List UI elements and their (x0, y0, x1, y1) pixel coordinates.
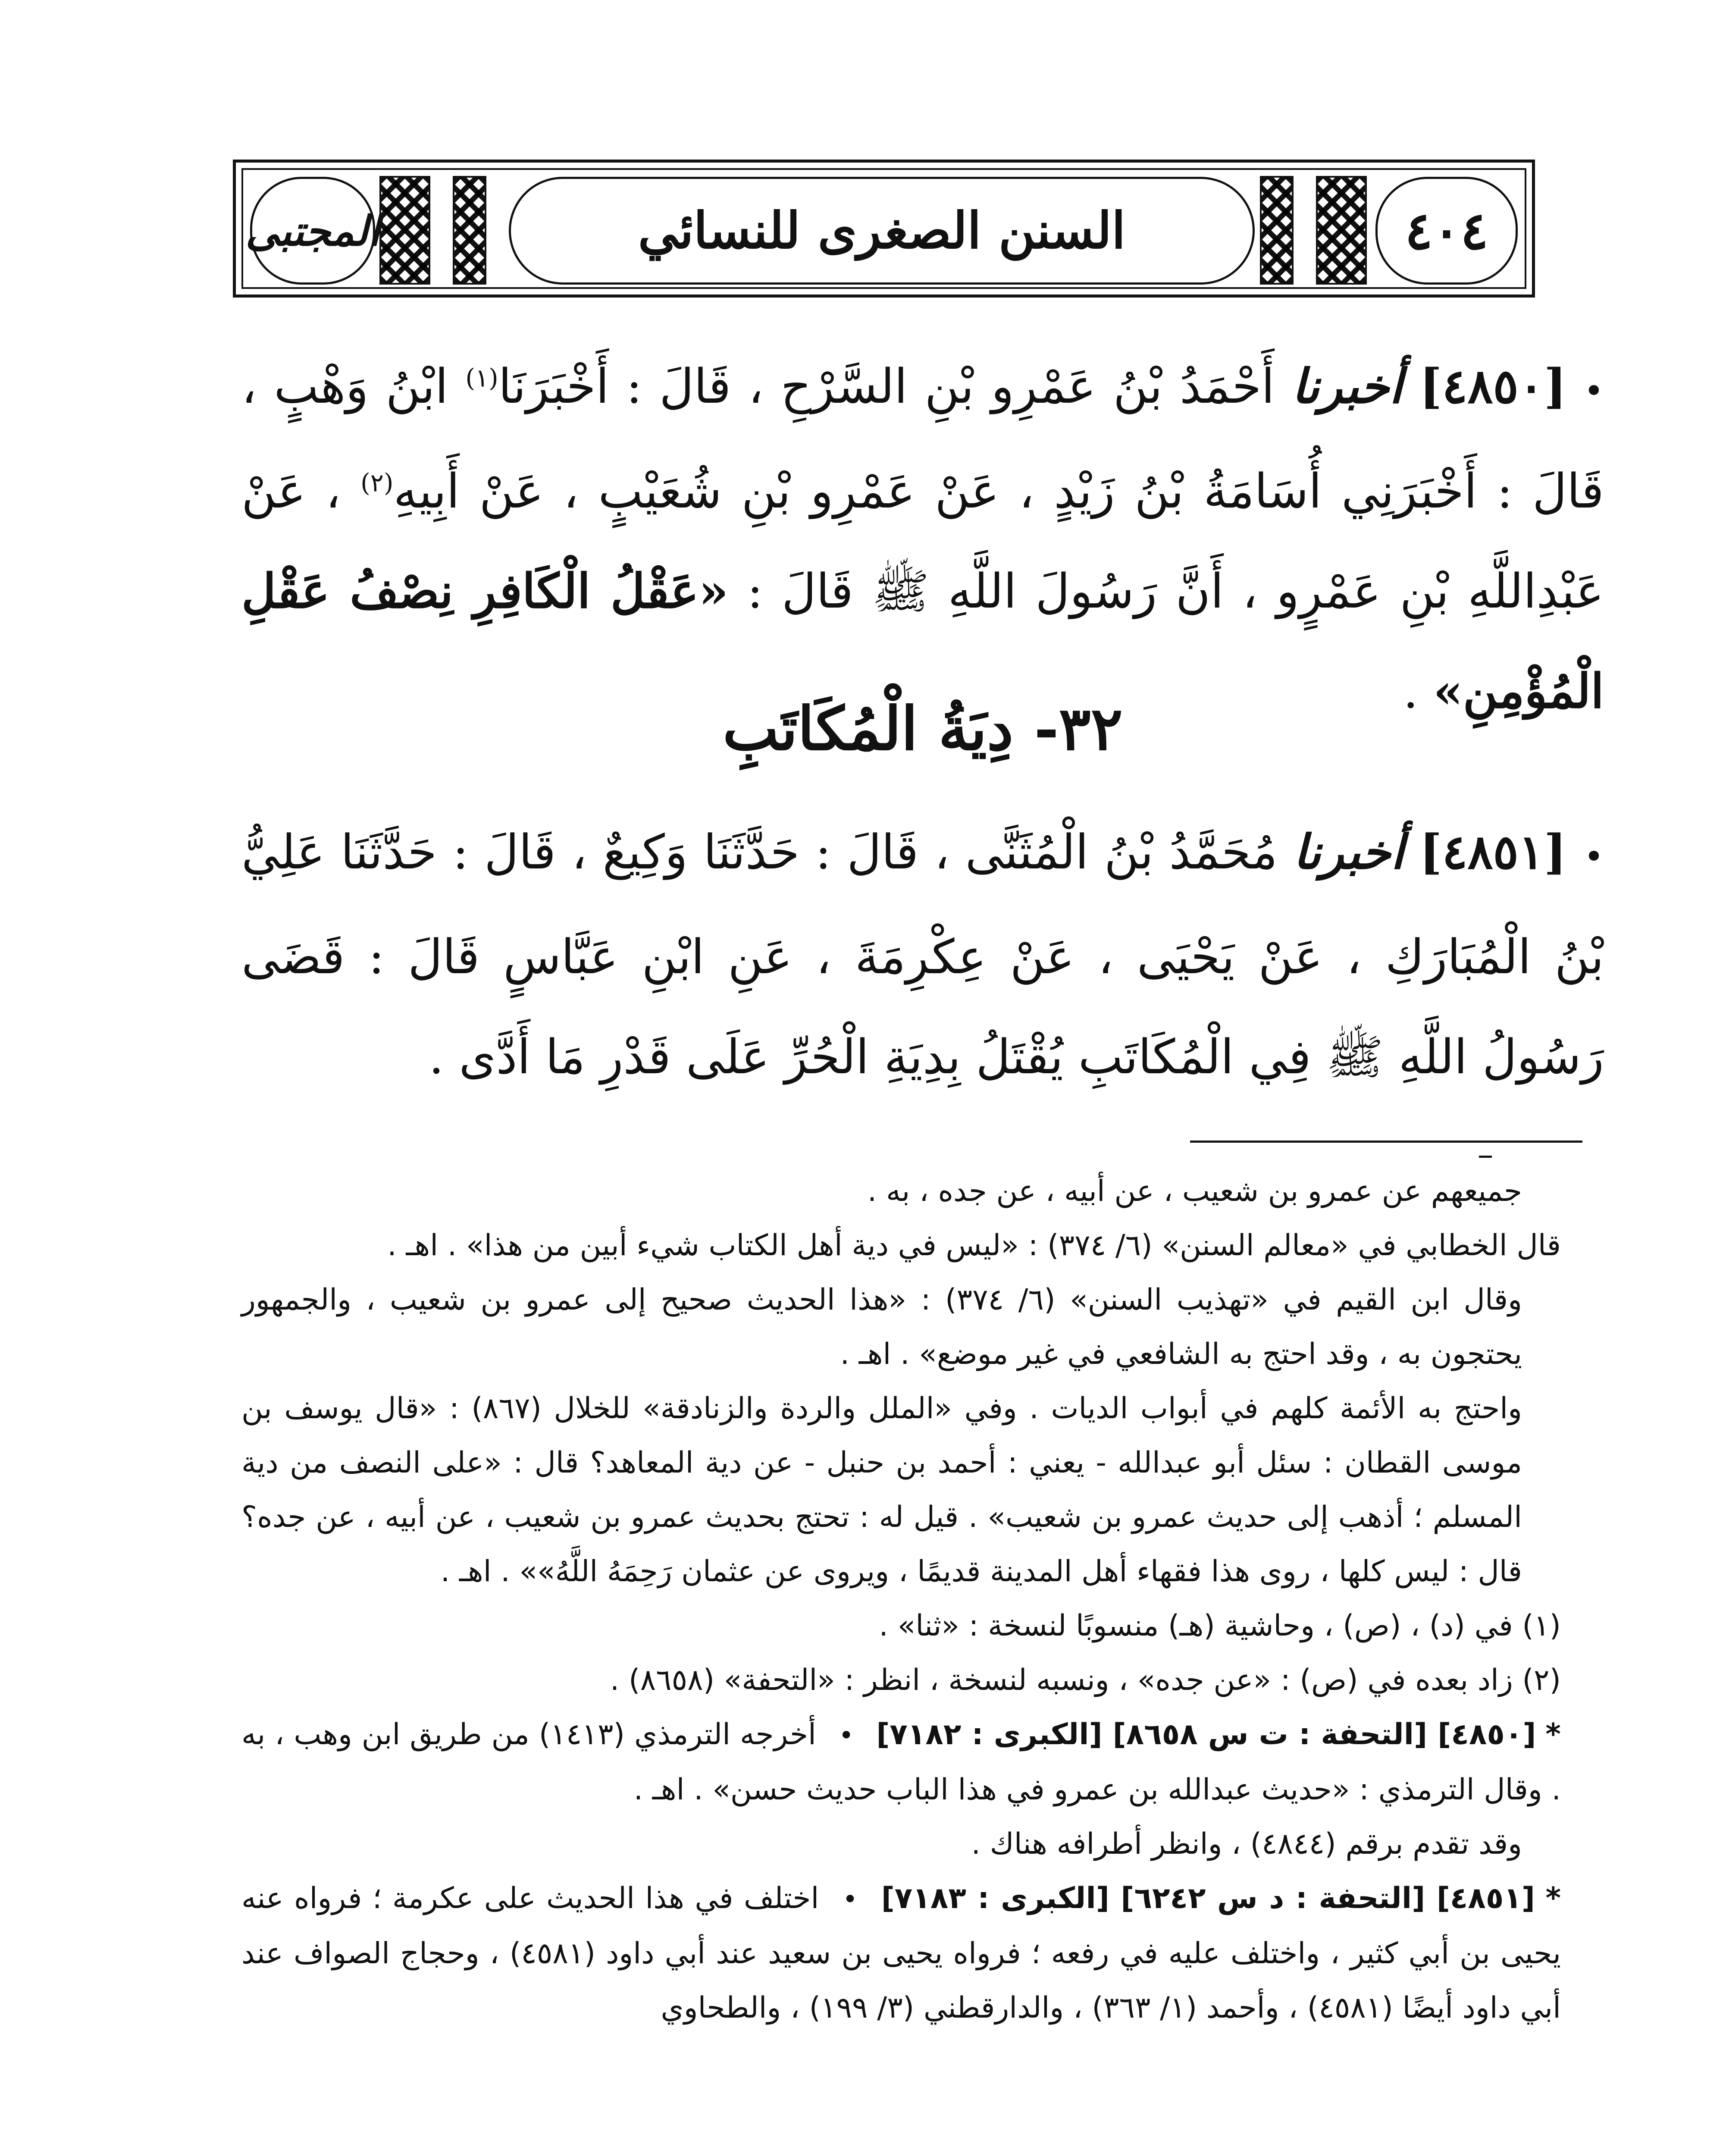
footnote-ref-2: (٢) (360, 468, 394, 498)
takhrij-4850-line2: وقد تقدم برقم (٤٨٤٤) ، وانظر أطرافه هناك . (971, 1827, 1522, 1861)
takhrij-4851 (241, 1871, 1561, 2035)
dot-icon: • (842, 1884, 858, 1915)
takhrij-4850 (241, 1708, 1561, 1817)
isnad-part-2: ابْنُ وَهْبٍ ، قَالَ : أَخْبَرَنِي أُسَامَةُ بْنُ زَيْدٍ ، عَنْ عَمْرِو بْنِ شُعَيْبٍ ، عَنْ أَبِيهِ (241, 359, 1604, 519)
takhrij-ref: [٤٨٥٠] [التحفة : ت س ٨٦٥٨] [الكبرى : ٧١٨٢] (876, 1717, 1536, 1752)
hadith-end: . (1403, 664, 1419, 719)
footnote-line: واحتج به الأئمة كلهم في أبواب الديات . وفي «الملل والردة والزنادقة» للخلال (٨٦٧) : «قال يوسف بن موسى القطان : سئل أبو عبدالله - يعني : أحمد بن حنبل - عن دية المعاهد؟ قال : «على النصف من دية المسلم ؛ أذهب إلى حديث عمرو بن شعيب» . قيل له : تحتج بحديث عمرو بن شعيب ، عن أبيه ، عن جده؟ قال : ليس كلها ، روى هذا فقهاء أهل المدينة قديمًا ، ويروى عن عثمان رَحِمَهُ اللَّهُ»» . اهـ . (241, 1391, 1522, 1589)
hadith-4850 (241, 336, 1604, 741)
bullet-icon: • (1583, 371, 1604, 411)
book-title: السنن الصغرى للنسائي (638, 201, 1126, 260)
chapter-number: ٣٢- (1034, 693, 1123, 764)
footnote-line: قال الخطابي في «معالم السنن» (٦/ ٣٧٤) : «ليس في دية أهل الكتاب شيء أبين من هذا» . اهـ . (387, 1228, 1561, 1263)
continuation-dash (1479, 1156, 1492, 1158)
hadith-4851 (241, 802, 1604, 1107)
chapter-title: دِيَةُ الْمُكَاتَبِ (723, 693, 1014, 764)
title-cartouche (509, 177, 1255, 285)
footnote-line: جميعهم عن عمرو بن شعيب ، عن أبيه ، عن جده ، به . (867, 1174, 1522, 1208)
ornament-left-outer (379, 176, 430, 285)
star-icon: * (1545, 1717, 1561, 1752)
star-icon: * (1545, 1881, 1561, 1915)
hadith-text: مُحَمَّدُ بْنُ الْمُثَنَّى ، قَالَ : حَدَّثَنَا وَكِيعٌ ، قَالَ : حَدَّثَنَا عَلِيُّ بْنُ الْمُبَارَكِ ، عَنْ يَحْيَى ، عَنْ عِكْرِمَةَ ، عَنِ ابْنِ عَبَّاسٍ قَالَ : قَضَى رَسُولُ اللَّهِ ﷺ فِي الْمُكَاتَبِ يُقْتَلُ بِدِيَةِ الْحُرِّ عَلَى قَدْرِ مَا أَدَّى . (241, 824, 1604, 1084)
footnote-line: وقال ابن القيم في «تهذيب السنن» (٦/ ٣٧٤) : «هذا الحديث صحيح إلى عمرو بن شعيب ، والجمهور يحتجون به ، وقد احتج به الشافعي في غير موضع» . اهـ . (241, 1283, 1522, 1371)
ornament-right-inner (1260, 176, 1294, 285)
matn-quote: «عَقْلُ الْكَافِرِ نِصْفُ عَقْلِ الْمُؤْمِنِ» (241, 563, 1604, 719)
footnote-1: (١) في (د) ، (ص) ، وحاشية (هـ) منسوبًا لنسخة : «ثنا» . (879, 1609, 1561, 1643)
page-number-cartouche (1375, 177, 1518, 285)
footnote-2: (٢) زاد بعده في (ص) : «عن جده» ، ونسبه لنسخة ، انظر : «التحفة» (٨٦٥٨) . (610, 1663, 1561, 1697)
ornament-left-inner (453, 176, 486, 285)
footnote-ref-1: (١) (465, 363, 498, 393)
takhrij-ref: [٤٨٥١] [التحفة : د س ٦٢٤٢] [الكبرى : ٧١٨٣] (881, 1881, 1535, 1915)
takhrij-text: اختلف في هذا الحديث على عكرمة ؛ فرواه عنه يحيى بن أبي كثير ، واختلف عليه في رفعه ؛ فرواه يحيى بن سعيد عند أبي داود (٤٥٨١) ، وحجاج الصواف عند أبي داود أيضًا (٤٥٨١) ، وأحمد (١/ ٣٦٣) ، والدارقطني (٣/ ١٩٩) ، والطحاوي (241, 1881, 1561, 2025)
isnad-part-3: ، عَنْ عَبْدِاللَّهِ بْنِ عَمْرٍو ، أَنَّ رَسُولَ اللَّهِ ﷺ قَالَ : (241, 464, 1604, 619)
hadith-number: [٤٨٥١] (1419, 824, 1566, 880)
book-logo: المجتبى (245, 206, 380, 255)
takhrij-text: أخرجه الترمذي (١٤١٣) من طريق ابن وهب ، به . وقال الترمذي : «حديث عبدالله بن عمرو في هذا الباب حديث حسن» . اهـ . (241, 1717, 1561, 1807)
hadith-number: [٤٨٥٠] (1419, 358, 1566, 414)
page-number: ٤٠٤ (1405, 200, 1488, 261)
isnad-part-1: أَحْمَدُ بْنُ عَمْرِو بْنِ السَّرْحِ ، قَالَ : أَخْبَرَنَا (498, 359, 1275, 414)
akhbarana-word: أخبرنا (1291, 358, 1403, 414)
page-header (233, 160, 1535, 298)
dot-icon: • (838, 1720, 854, 1751)
book-logo-cartouche (245, 177, 380, 285)
footnotes (241, 1164, 1561, 2035)
bullet-icon: • (1583, 837, 1604, 877)
akhbarana-word: أخبرنا (1293, 824, 1404, 880)
footnote-divider (1190, 1141, 1582, 1143)
chapter-heading (241, 686, 1604, 772)
ornament-right-outer (1316, 176, 1367, 285)
